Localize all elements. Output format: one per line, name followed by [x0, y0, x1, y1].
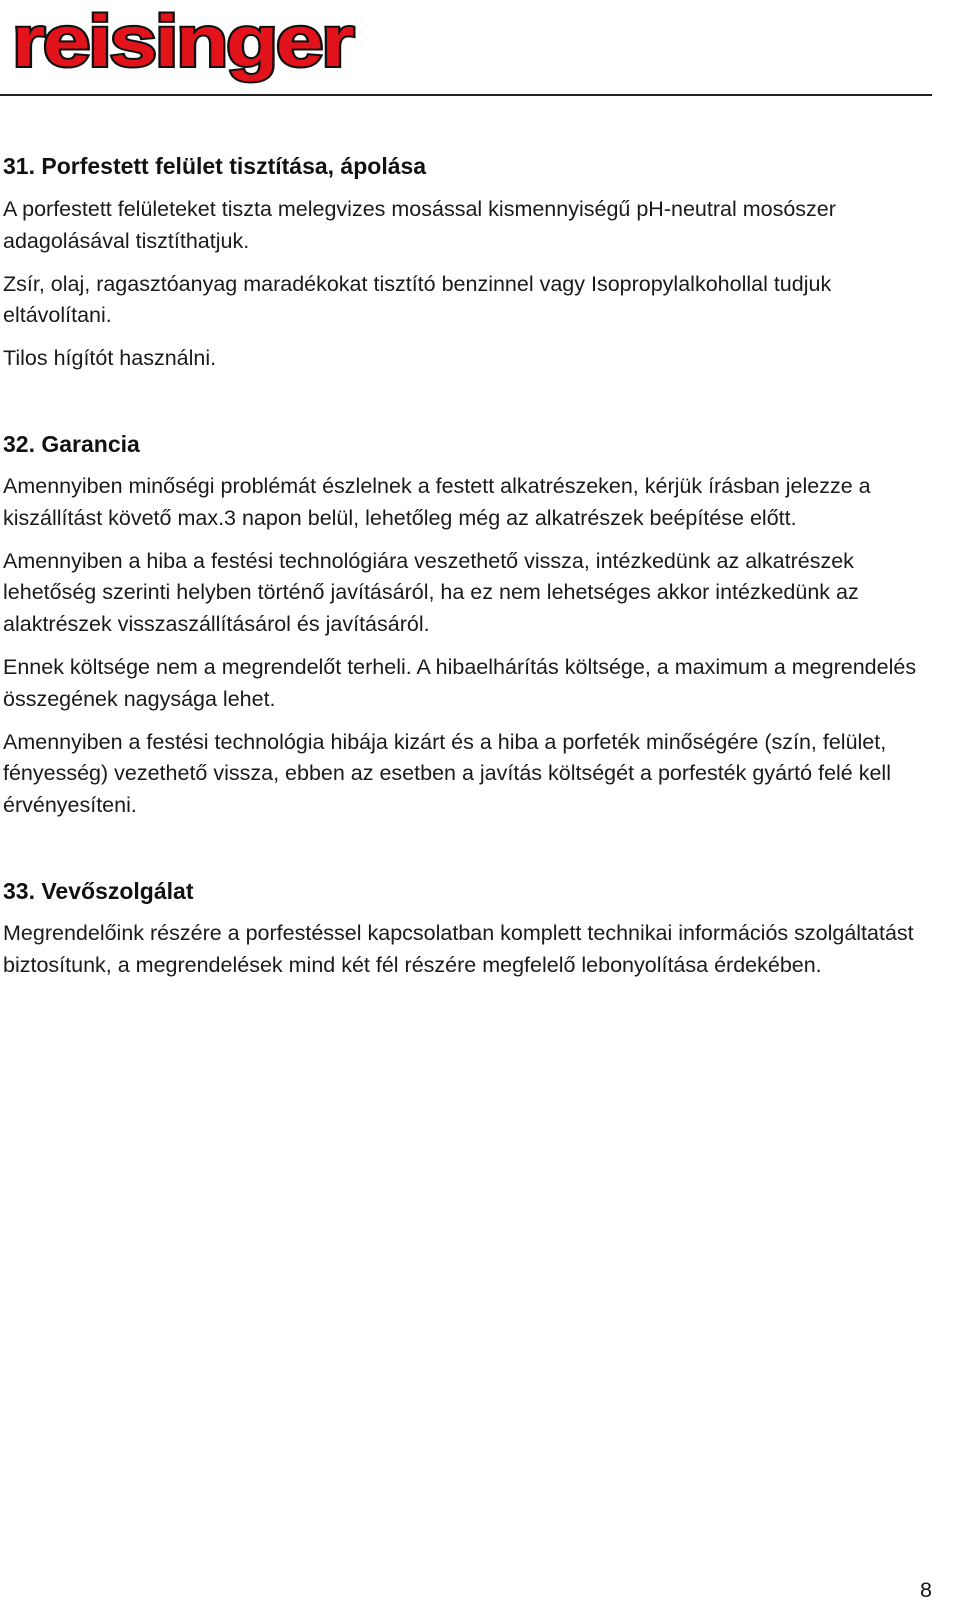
reisinger-logo: [4, 2, 364, 88]
section-31-paragraph-2: Zsír, olaj, ragasztóanyag maradékokat tisztító benzinnel vagy Isopropylalkohollal tudjuk eltávolítani.: [3, 271, 832, 328]
document-body: [3, 150, 933, 982]
section-32-paragraph-4: Amennyiben a festési technológia hibája kizárt és a hiba a porfeték minőségére (szín, felület, fényesség) vezethető vissza, ebben az esetben a javítás költségét a porfesték gyártó felé kell érvényesíteni.: [3, 729, 891, 818]
section-33-title: 33. Vevőszolgálat: [3, 877, 194, 904]
section-31-title: 31. Porfestett felület tisztítása, ápolása: [3, 153, 427, 179]
header-divider: [0, 94, 932, 96]
section-31-paragraph-1: A porfestett felületeket tiszta melegvizes mosással kismennyiségű pH-neutral mosószer adagolásával tisztíthatjuk.: [3, 197, 836, 253]
svg-text:reisinger: reisinger: [12, 2, 354, 82]
section-33-paragraph-1: Megrendelőink részére a porfestéssel kapcsolatban komplett technikai információs szolgáltatást biztosítunk, a megrendelések mind két fél részére megfelelő lebonyolítása érdekében.: [3, 920, 914, 977]
section-31-paragraph-3: Tilos hígítót használni.: [3, 346, 217, 371]
section-32-paragraph-1: Amennyiben minőségi problémát észlelnek a festett alkatrészeken, kérjük írásban jelezze a kiszállítást követő max.3 napon belül, lehetőleg még az alkatrészek beépítése előtt.: [3, 473, 871, 530]
section-32-paragraph-3: Ennek költsége nem a megrendelőt terheli. A hibaelhárítás költsége, a maximum a megrendelés összegének nagysága lehet.: [3, 654, 917, 711]
section-32-title: 32. Garancia: [3, 430, 140, 457]
page-number: 8: [920, 1578, 932, 1602]
section-32-paragraph-2: Amennyiben a hiba a festési technológiára veszethető vissza, intézkedünk az alkatrészek lehetőség szerinti helyben történő javításáról, ha ez nem lehetséges akkor intézkedünk az alaktrészek visszaszállításárol és javításáról.: [3, 548, 859, 637]
